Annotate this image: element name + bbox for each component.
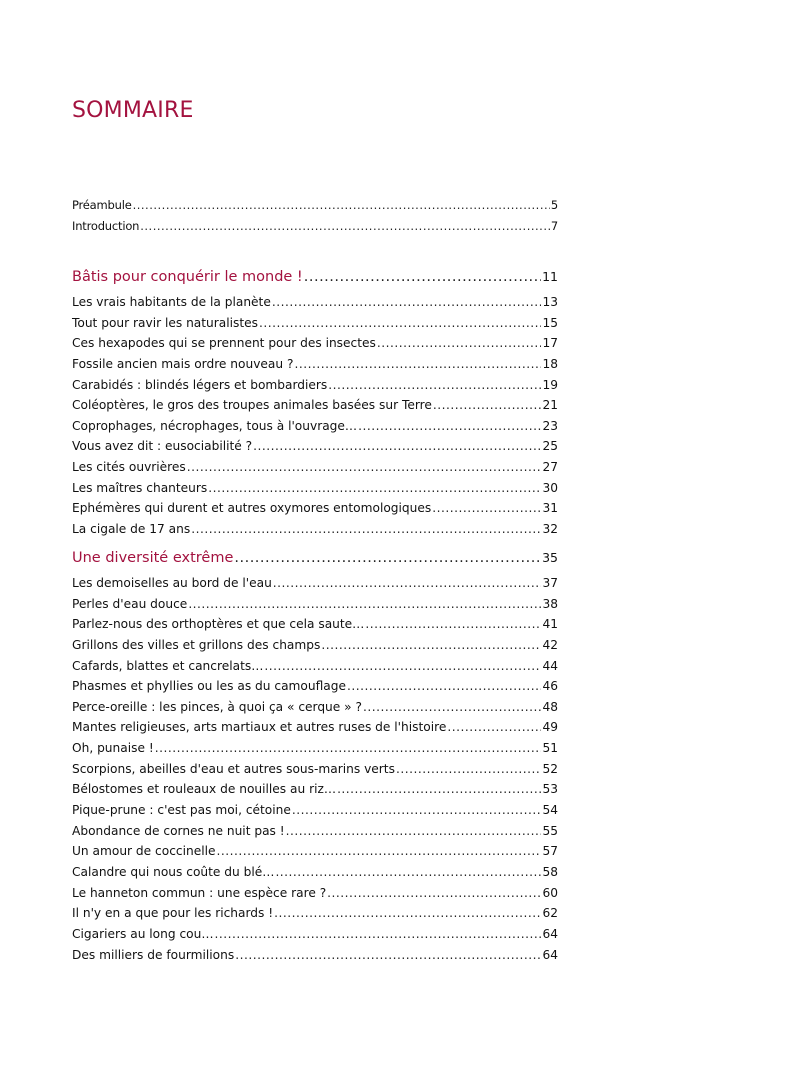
toc-entry[interactable]: [72, 498, 558, 519]
dot-leader: [253, 436, 541, 457]
toc-entry-label: Les maîtres chanteurs: [72, 480, 208, 495]
toc-entry-page: 37: [542, 576, 558, 590]
toc-entry-label: Mantes religieuses, arts martiaux et autres ruses de l'histoire: [72, 720, 447, 735]
toc-entry-label: Les demoiselles au bord de l'eau: [72, 576, 272, 590]
toc-entry-page: 38: [542, 596, 558, 611]
toc-entry-label: Ephémères qui durent et autres oxymores entomologiques: [72, 501, 432, 516]
toc-entry[interactable]: [72, 759, 558, 780]
toc-entry[interactable]: [72, 656, 558, 677]
toc-entry-page: 49: [542, 720, 558, 735]
dot-leader: [274, 903, 541, 924]
toc-entry-label: Des milliers de fourmilions: [72, 947, 235, 962]
dot-leader: [327, 883, 541, 904]
toc-entry-page: 57: [542, 844, 558, 859]
toc-entry[interactable]: [72, 292, 558, 313]
toc-entry-page: 15: [542, 315, 558, 330]
dot-leader: [304, 262, 541, 292]
toc-entry[interactable]: [72, 800, 558, 821]
page-title: SOMMAIRE: [72, 98, 194, 123]
dot-leader: [187, 457, 542, 478]
toc-entry[interactable]: [72, 313, 558, 334]
dot-leader: [433, 395, 542, 416]
dot-leader: [275, 862, 541, 883]
toc-entry[interactable]: [72, 945, 558, 966]
toc-entry[interactable]: [72, 457, 558, 478]
toc-entry-page: 55: [542, 823, 558, 838]
dot-leader: [294, 354, 541, 375]
toc-entry[interactable]: [72, 883, 558, 904]
toc-entry[interactable]: [72, 862, 558, 883]
toc-entry-label: Perce-oreille : les pinces, à quoi ça « cerque » ?: [72, 699, 362, 714]
dot-leader: [133, 195, 550, 216]
toc-part-page: 11: [542, 269, 558, 284]
toc-part-1: [72, 262, 558, 292]
toc-entry-page: 25: [542, 439, 558, 454]
toc-entry-page: 58: [542, 864, 558, 879]
dot-leader: [155, 738, 542, 759]
dot-leader: [273, 573, 542, 594]
toc-entry-page: 60: [542, 885, 558, 900]
toc-entry[interactable]: [72, 738, 558, 759]
toc-entry[interactable]: [72, 216, 558, 237]
toc-entry-label: Les vrais habitants de la planète: [72, 295, 271, 309]
dot-leader: [140, 216, 550, 237]
toc-entry[interactable]: [72, 395, 558, 416]
toc-entry-page: 23: [542, 418, 558, 433]
toc-entry-page: 19: [542, 377, 558, 392]
toc-entry-label: Scorpions, abeilles d'eau et autres sous-marins verts: [72, 761, 395, 776]
toc-entry-label: Phasmes et phyllies ou les as du camouflage: [72, 679, 346, 694]
dot-leader: [396, 759, 542, 780]
toc-entry-page: 52: [542, 761, 558, 776]
toc-entry-label: Coprophages, nécrophages, tous à l'ouvrage…: [72, 418, 358, 433]
dot-leader: [216, 841, 541, 862]
toc-entry[interactable]: [72, 924, 558, 945]
toc-part-heading[interactable]: [72, 262, 558, 292]
dot-leader: [188, 594, 541, 615]
toc-entry-page: 21: [542, 398, 558, 413]
toc-entry-page: 64: [542, 947, 558, 962]
toc-entry[interactable]: [72, 416, 558, 437]
toc-entry-label: Cigariers au long cou…: [72, 926, 214, 941]
toc-entry-label: Abondance de cornes ne nuit pas !: [72, 823, 285, 838]
dot-leader: [365, 614, 541, 635]
toc-entry-label: Pique-prune : c'est pas moi, cétoine: [72, 803, 291, 818]
toc-entry-page: 48: [542, 699, 558, 714]
toc-part-title: Une diversité extrême: [72, 550, 234, 566]
dot-leader: [191, 519, 541, 540]
dot-leader: [328, 375, 541, 396]
toc-entry-page: 17: [542, 336, 558, 351]
toc-entry-label: Cafards, blattes et cancrelats…: [72, 658, 264, 673]
toc-entry-label: Le hanneton commun : une espèce rare ?: [72, 885, 327, 900]
toc-entry[interactable]: [72, 903, 558, 924]
toc-entry[interactable]: [72, 635, 558, 656]
toc-entry-label: Carabidés : blindés légers et bombardiers: [72, 377, 328, 392]
toc-entry-label: La cigale de 17 ans: [72, 522, 191, 537]
dot-leader: [347, 676, 542, 697]
toc-part-page: 35: [542, 550, 558, 565]
toc-entry-page: 42: [542, 637, 558, 652]
toc-entry-page: 46: [542, 679, 558, 694]
toc-entry-page: 51: [542, 741, 558, 756]
toc-entry-label: Calandre qui nous coûte du blé…: [72, 864, 275, 879]
dot-leader: [321, 635, 541, 656]
toc-entry[interactable]: [72, 841, 558, 862]
toc-entry-label: Perles d'eau douce: [72, 596, 188, 611]
toc-part-2-chapters: [72, 573, 558, 965]
toc-entry[interactable]: [72, 594, 558, 615]
toc-entry-label: Un amour de coccinelle: [72, 844, 216, 859]
toc-entry-page: 41: [542, 617, 558, 632]
dot-leader: [272, 292, 542, 313]
toc-entry[interactable]: [72, 436, 558, 457]
toc-entry-page: 27: [542, 460, 558, 475]
dot-leader: [363, 697, 542, 718]
toc-entry[interactable]: [72, 195, 558, 216]
toc-entry-label: Grillons des villes et grillons des champs: [72, 637, 321, 652]
toc-entry-page: 32: [542, 522, 558, 537]
toc-part-title: Bâtis pour conquérir le monde !: [72, 269, 303, 285]
dot-leader: [358, 416, 541, 437]
toc-part-2: [72, 543, 558, 573]
dot-leader: [264, 656, 541, 677]
toc-entry-label: Fossile ancien mais ordre nouveau ?: [72, 356, 294, 371]
toc-front-matter: [72, 195, 558, 237]
dot-leader: [292, 800, 542, 821]
toc-entry[interactable]: [72, 375, 558, 396]
toc-entry-label: Les cités ouvrières: [72, 460, 186, 475]
dot-leader: [337, 779, 541, 800]
toc-entry-page: 7: [550, 219, 558, 233]
dot-leader: [432, 498, 541, 519]
toc-entry-label: Oh, punaise !: [72, 741, 154, 756]
toc-entry-page: 54: [542, 803, 558, 818]
toc-entry-label: Tout pour ravir les naturalistes: [72, 315, 259, 330]
toc-part-heading[interactable]: [72, 543, 558, 573]
toc-entry[interactable]: [72, 519, 558, 540]
dot-leader: [234, 543, 541, 573]
toc-entry-label: Il n'y en a que pour les richards !: [72, 906, 274, 921]
dot-leader: [208, 478, 541, 499]
toc-entry-page: 5: [550, 198, 558, 212]
toc-entry[interactable]: [72, 333, 558, 354]
toc-entry-label: Bélostomes et rouleaux de nouilles au riz…: [72, 782, 337, 797]
toc-entry[interactable]: [72, 779, 558, 800]
toc-entry-page: 31: [542, 501, 558, 516]
toc-entry-page: 44: [542, 658, 558, 673]
toc-entry[interactable]: [72, 573, 558, 594]
toc-entry[interactable]: [72, 821, 558, 842]
toc-part-1-chapters: [72, 292, 558, 540]
dot-leader: [215, 924, 542, 945]
toc-entry-label: Coléoptères, le gros des troupes animales basées sur Terre: [72, 398, 432, 413]
toc-entry[interactable]: [72, 676, 558, 697]
toc-entry[interactable]: [72, 354, 558, 375]
toc-entry-label: Parlez-nous des orthoptères et que cela saute…: [72, 617, 365, 632]
toc-entry-label: Ces hexapodes qui se prennent pour des insectes: [72, 336, 376, 351]
toc-entry-label: Vous avez dit : eusociabilité ?: [72, 439, 253, 454]
toc-entry[interactable]: [72, 614, 558, 635]
toc-entry-label: Préambule: [72, 198, 132, 212]
toc-entry-label: Introduction: [72, 219, 140, 233]
toc-entry-page: 18: [542, 356, 558, 371]
toc-entry-page: 30: [542, 480, 558, 495]
dot-leader: [235, 945, 541, 966]
toc-entry-page: 64: [542, 926, 558, 941]
toc-entry[interactable]: [72, 478, 558, 499]
toc-entry[interactable]: [72, 717, 558, 738]
dot-leader: [259, 313, 541, 334]
toc-entry-page: 62: [542, 906, 558, 921]
toc-entry-page: 13: [542, 295, 558, 309]
toc-entry-page: 53: [542, 782, 558, 797]
dot-leader: [377, 333, 542, 354]
dot-leader: [447, 717, 541, 738]
dot-leader: [286, 821, 542, 842]
toc-entry[interactable]: [72, 697, 558, 718]
